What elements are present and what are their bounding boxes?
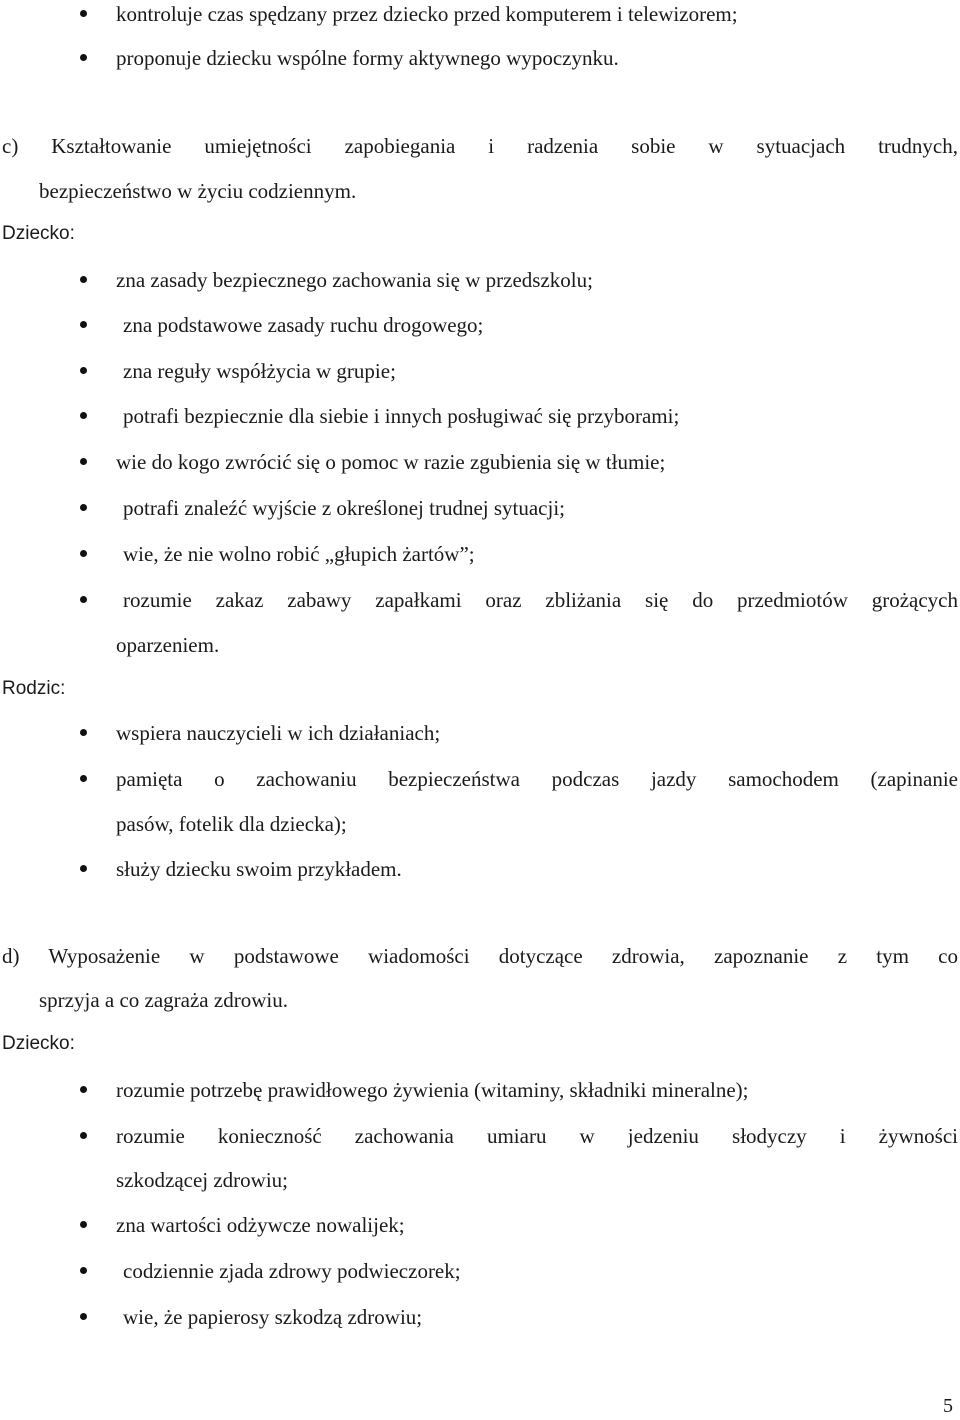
list-item: zna reguły współżycia w grupie; [123, 359, 396, 383]
bullet-icon [80, 54, 87, 61]
list-item: wie, że papierosy szkodzą zdrowiu; [123, 1305, 423, 1329]
bullet-icon [80, 729, 87, 736]
bullet-icon [80, 1086, 87, 1093]
child-label: Dziecko: [2, 1033, 75, 1054]
bullet-icon [80, 504, 87, 511]
list-item: rozumie zakaz zabawy zapałkami oraz zbliżania się do przedmiotów grożących [123, 588, 958, 612]
bullet-icon [80, 775, 87, 782]
list-item: kontroluje czas spędzany przez dziecko przed komputerem i telewizorem; [116, 2, 738, 26]
child-label: Dziecko: [2, 223, 75, 244]
bullet-icon [80, 412, 87, 419]
bullet-icon [80, 458, 87, 465]
bullet-icon [80, 865, 87, 872]
bullet-icon [80, 1221, 87, 1228]
page-number: 5 [943, 1395, 953, 1417]
bullet-icon [80, 596, 87, 603]
section-heading: c) Kształtowanie umiejętności zapobiegania i radzenia sobie w sytuacjach trudnych, [2, 134, 958, 158]
bullet-icon [80, 321, 87, 328]
bullet-icon [80, 1313, 87, 1320]
section-heading-continuation: sprzyja a co zagraża zdrowiu. [39, 988, 288, 1012]
list-item: rozumie konieczność zachowania umiaru w jedzeniu słodyczy i żywności [116, 1124, 958, 1148]
section-heading: d) Wyposażenie w podstawowe wiadomości dotyczące zdrowia, zapoznanie z tym co [2, 944, 958, 968]
list-item: potrafi znaleźć wyjście z określonej trudnej sytuacji; [123, 496, 565, 520]
list-item: codziennie zjada zdrowy podwieczorek; [123, 1259, 461, 1283]
parent-label: Rodzic: [2, 678, 66, 699]
list-item: zna zasady bezpiecznego zachowania się w przedszkolu; [116, 268, 593, 292]
bullet-icon [80, 550, 87, 557]
list-item: wie do kogo zwrócić się o pomoc w razie zgubienia się w tłumie; [116, 450, 666, 474]
section-heading-continuation: bezpieczeństwo w życiu codziennym. [39, 179, 357, 203]
list-item: pamięta o zachowaniu bezpieczeństwa podczas jazdy samochodem (zapinanie [116, 767, 958, 791]
list-item: potrafi bezpiecznie dla siebie i innych posługiwać się przyborami; [123, 404, 680, 428]
list-item-continuation: pasów, fotelik dla dziecka); [116, 812, 347, 836]
list-item: proponuje dziecku wspólne formy aktywnego wypoczynku. [116, 46, 619, 70]
list-item: wie, że nie wolno robić „głupich żartów”; [123, 542, 475, 566]
bullet-icon [80, 10, 87, 17]
bullet-icon [80, 1132, 87, 1139]
list-item-continuation: oparzeniem. [116, 633, 220, 657]
list-item: zna podstawowe zasady ruchu drogowego; [123, 313, 484, 337]
list-item: rozumie potrzebę prawidłowego żywienia (witaminy, składniki mineralne); [116, 1078, 749, 1102]
bullet-icon [80, 1267, 87, 1274]
bullet-icon [80, 276, 87, 283]
list-item: zna wartości odżywcze nowalijek; [116, 1213, 405, 1237]
list-item: wspiera nauczycieli w ich działaniach; [116, 721, 441, 745]
list-item-continuation: szkodzącej zdrowiu; [116, 1168, 289, 1192]
list-item: służy dziecku swoim przykładem. [116, 857, 402, 881]
bullet-icon [80, 367, 87, 374]
